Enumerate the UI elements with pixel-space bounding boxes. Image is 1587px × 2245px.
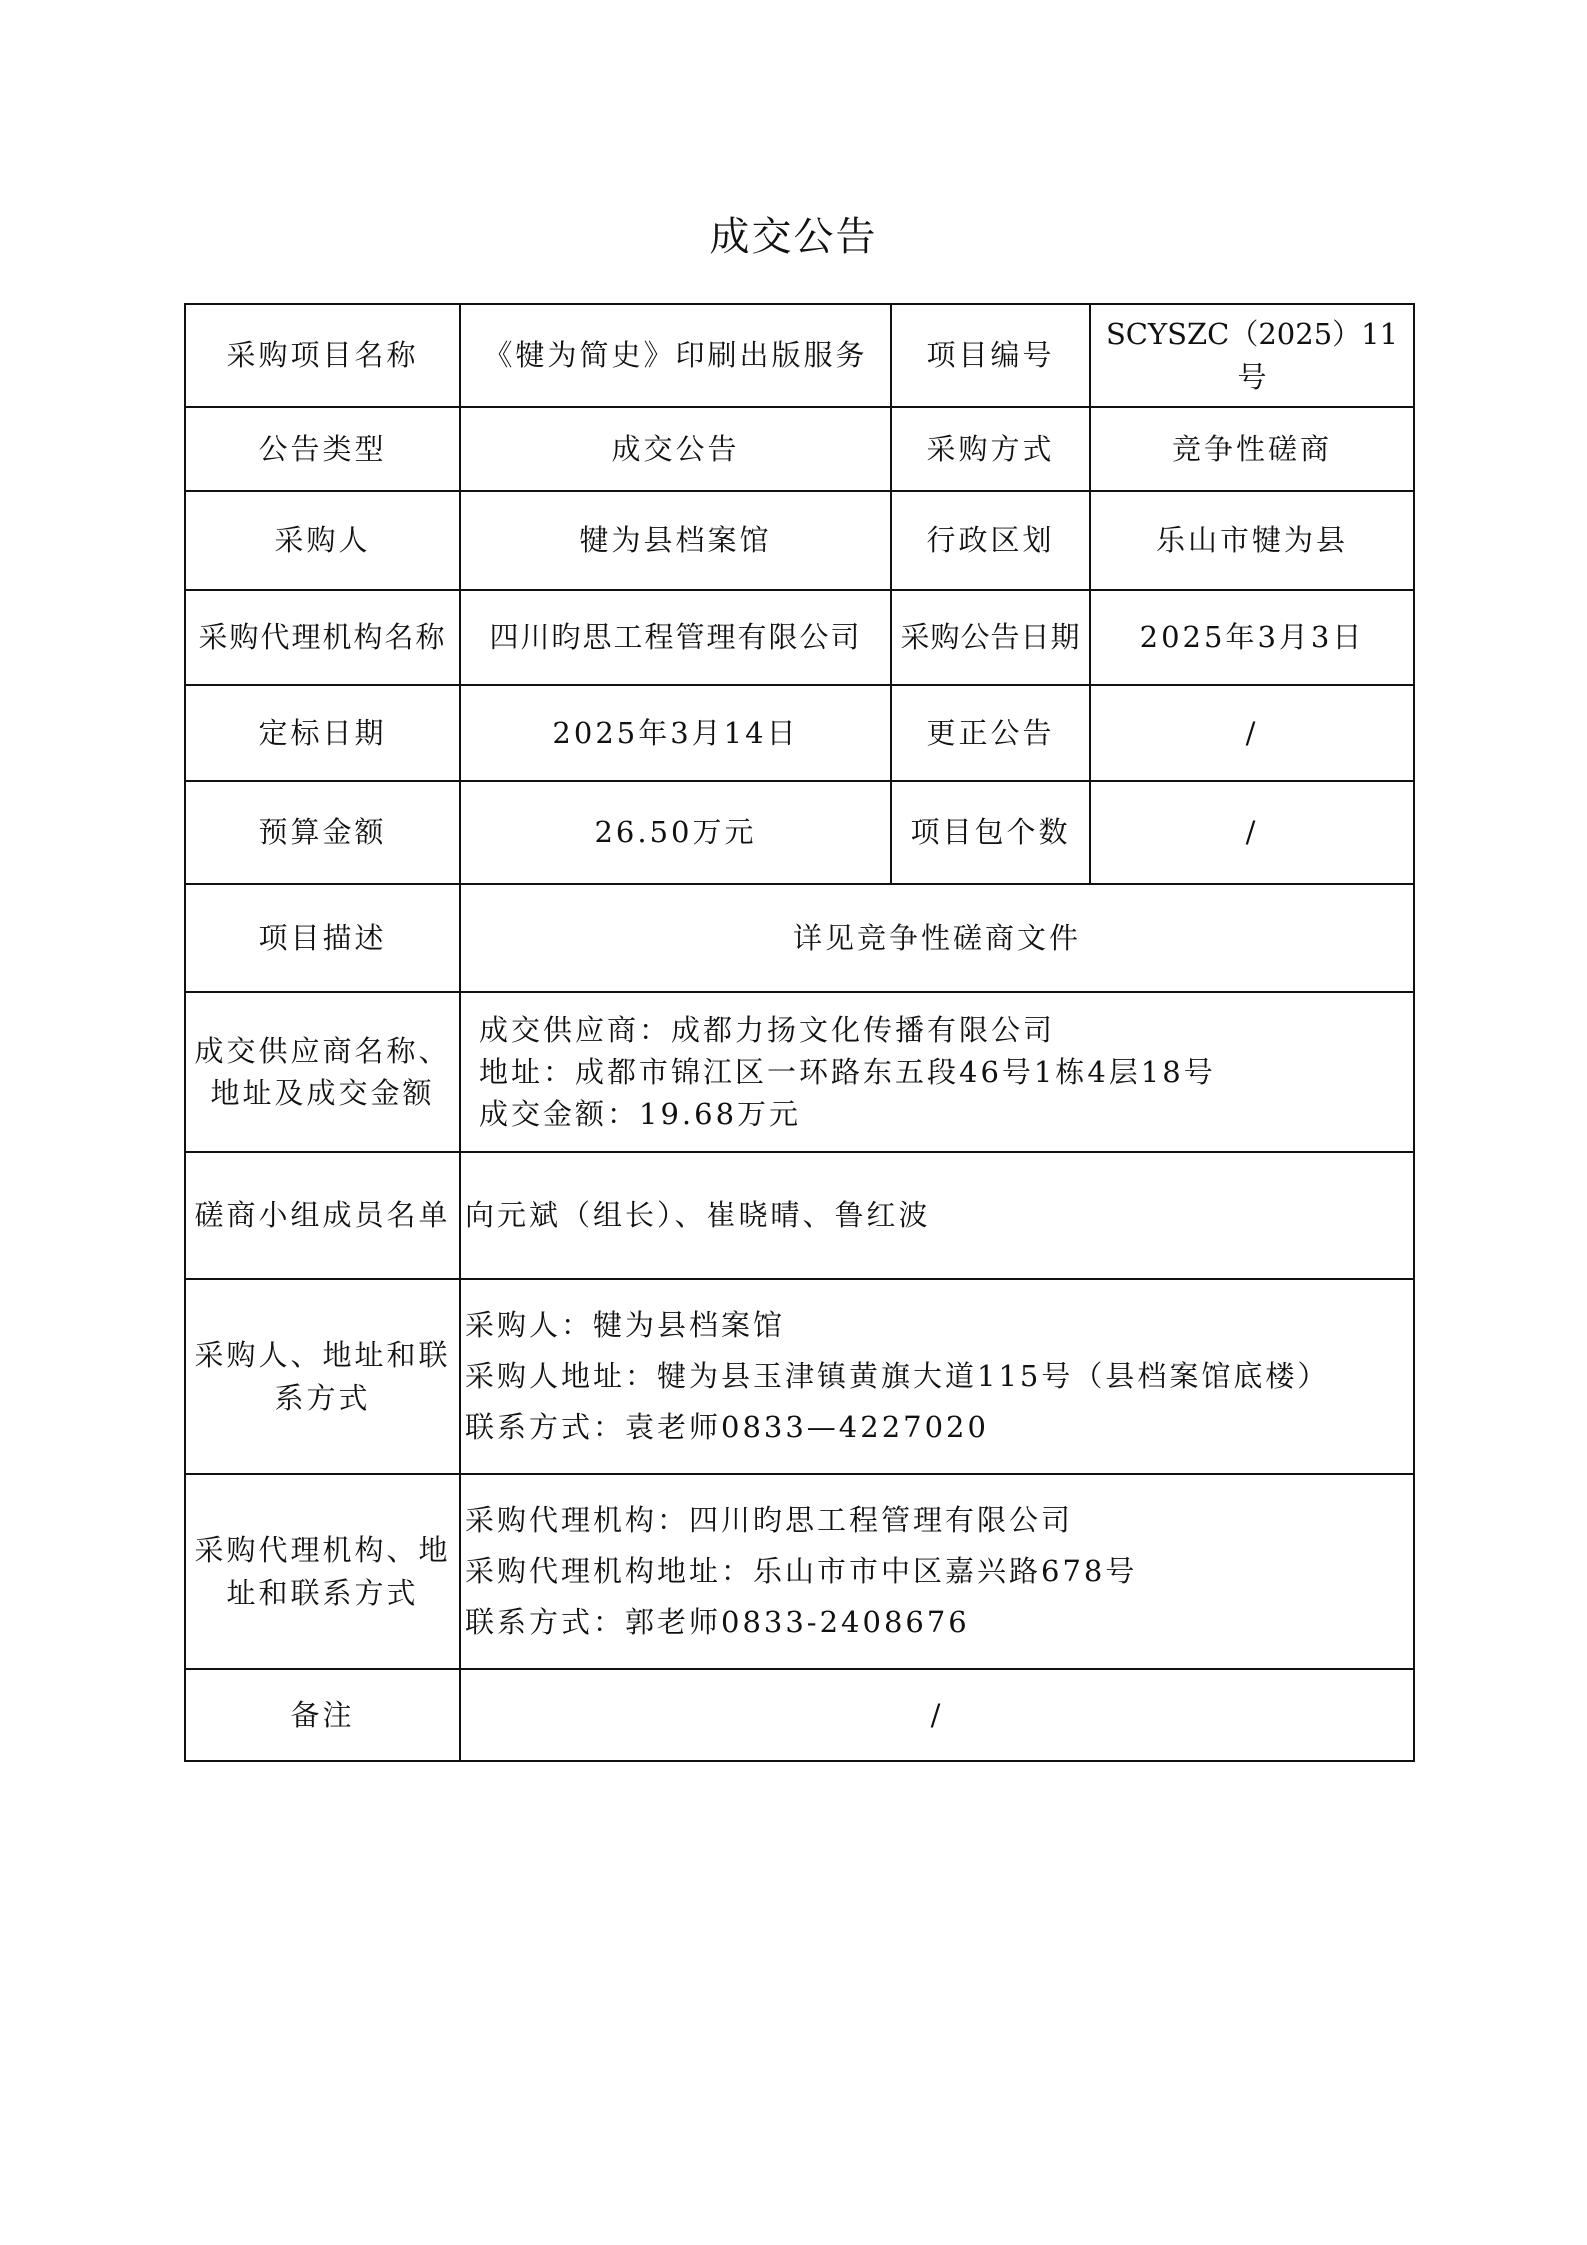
notice-date-label: 采购公告日期 (891, 590, 1090, 685)
row-panel (185, 1152, 1414, 1279)
page-title: 成交公告 (709, 214, 878, 260)
correction-label: 更正公告 (891, 685, 1090, 781)
row-remarks (185, 1669, 1414, 1761)
agency-contact-name: 采购代理机构：四川昀思工程管理有限公司 (465, 1503, 1074, 1538)
row-description (185, 884, 1414, 992)
purchaser-label: 采购人 (185, 491, 460, 590)
supplier-info (460, 992, 1414, 1152)
row-agency (185, 590, 1414, 685)
purchaser-contact-address: 采购人地址：犍为县玉津镇黄旗大道115号（县档案馆底楼） (465, 1359, 1330, 1394)
purchaser-contact-phone: 联系方式：袁老师0833—4227020 (465, 1409, 989, 1444)
supplier-name: 成交供应商：成都力扬文化传播有限公司 (479, 1012, 1056, 1047)
package-count-value: / (1090, 781, 1414, 884)
supplier-amount: 成交金额：19.68万元 (479, 1097, 802, 1132)
row-notice-type (185, 407, 1414, 491)
panel-label: 磋商小组成员名单 (185, 1152, 460, 1279)
award-date-label: 定标日期 (185, 685, 460, 781)
project-number-label: 项目编号 (891, 304, 1090, 407)
description-label: 项目描述 (185, 884, 460, 992)
agency-contact-info (460, 1474, 1414, 1669)
row-supplier (185, 992, 1414, 1152)
agency-contact-label: 采购代理机构、地址和联系方式 (185, 1474, 460, 1669)
purchaser-contact-name: 采购人：犍为县档案馆 (465, 1308, 786, 1343)
package-count-label: 项目包个数 (891, 781, 1090, 884)
notice-date-value: 2025年3月3日 (1090, 590, 1414, 685)
remarks-label: 备注 (185, 1669, 460, 1761)
correction-value: / (1090, 685, 1414, 781)
notice-type-value: 成交公告 (460, 407, 891, 491)
agency-contact-address: 采购代理机构地址：乐山市市中区嘉兴路678号 (465, 1554, 1138, 1589)
row-budget (185, 781, 1414, 884)
row-award-date (185, 685, 1414, 781)
purchaser-contact-info (460, 1279, 1414, 1474)
agency-label: 采购代理机构名称 (185, 590, 460, 685)
description-value: 详见竞争性磋商文件 (460, 884, 1414, 992)
supplier-label: 成交供应商名称、地址及成交金额 (185, 992, 460, 1152)
row-project-name (185, 304, 1414, 407)
panel-members: 向元斌（组长）、崔晓晴、鲁红波 (460, 1152, 1414, 1279)
project-name-value: 《犍为简史》印刷出版服务 (460, 304, 891, 407)
procurement-method-label: 采购方式 (891, 407, 1090, 491)
agency-contact-phone: 联系方式：郭老师0833-2408676 (465, 1604, 970, 1639)
row-purchaser-contact (185, 1279, 1414, 1474)
notice-type-label: 公告类型 (185, 407, 460, 491)
supplier-address: 地址：成都市锦江区一环路东五段46号1栋4层18号 (479, 1054, 1216, 1089)
purchaser-value: 犍为县档案馆 (460, 491, 891, 590)
agency-value: 四川昀思工程管理有限公司 (460, 590, 891, 685)
procurement-method-value: 竞争性磋商 (1090, 407, 1414, 491)
budget-label: 预算金额 (185, 781, 460, 884)
project-name-label: 采购项目名称 (185, 304, 460, 407)
row-purchaser (185, 491, 1414, 590)
purchaser-contact-label: 采购人、地址和联系方式 (185, 1279, 460, 1474)
project-number-value: SCYSZC（2025）11号 (1090, 304, 1414, 407)
row-agency-contact (185, 1474, 1414, 1669)
remarks-value: / (460, 1669, 1414, 1761)
budget-value: 26.50万元 (460, 781, 891, 884)
announcement-table (184, 303, 1415, 1762)
region-label: 行政区划 (891, 491, 1090, 590)
region-value: 乐山市犍为县 (1090, 491, 1414, 590)
award-date-value: 2025年3月14日 (460, 685, 891, 781)
